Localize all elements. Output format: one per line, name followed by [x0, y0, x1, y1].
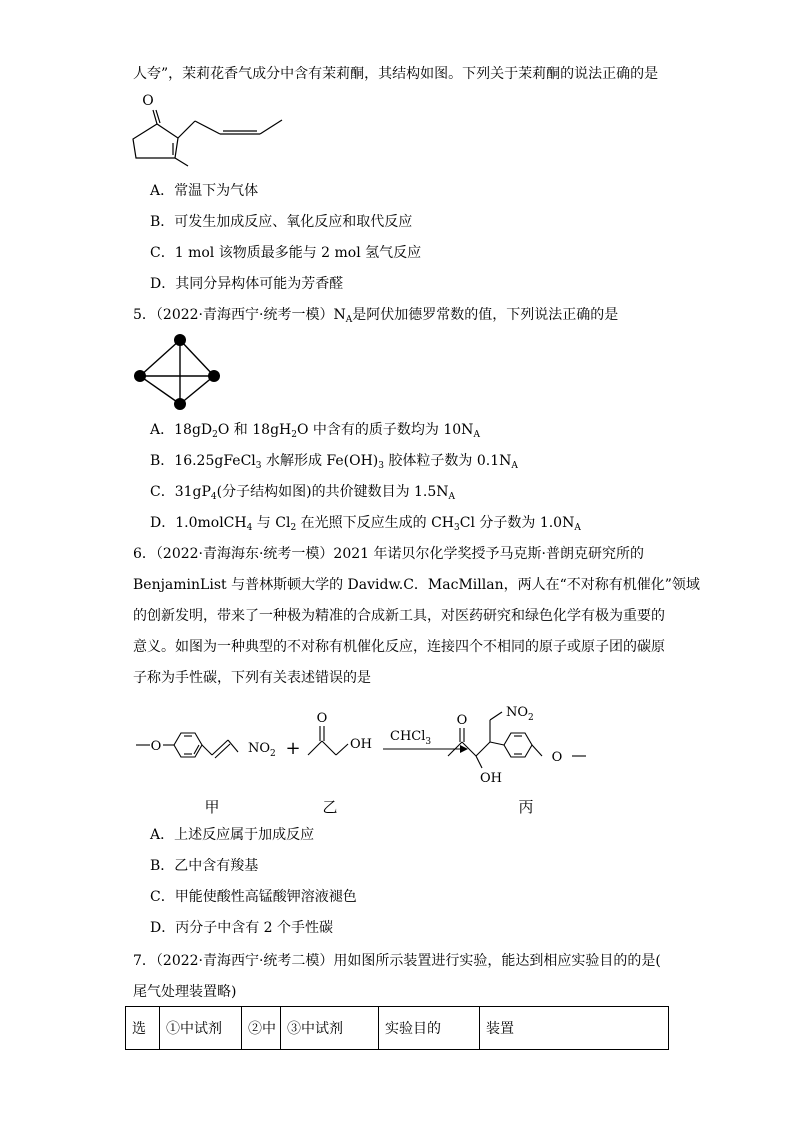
q5-na: N	[333, 307, 346, 323]
p4-atom	[174, 398, 186, 410]
q5-stem: 5．（2022·青海西宁·统考一模）$N_A$是阿伏加德罗常数的值，下列说法正确的是	[133, 307, 619, 325]
svg-text:OH: OH	[480, 771, 502, 786]
q7-table	[125, 1006, 669, 1050]
label-yi: 乙	[322, 798, 338, 816]
p4-atom	[208, 370, 220, 382]
jasmone-structure	[120, 88, 290, 178]
q6-line-3: 的创新发明，带来了一种极为精准的合成新工具，对医药研究和绿色化学有极为重要的	[133, 608, 665, 624]
q5-option-b: B．16.25gFeCl$_3$ 水解形成 $Fe(OH)_3$ 胶体粒子数为 $0.1N_A$	[150, 453, 518, 471]
q5-option-c: C．$31gP_4$(分子结构如图)的共价键数目为 $1.5N_A$	[150, 484, 456, 502]
catalyst-label: CHCl$_3$	[390, 729, 432, 747]
svg-text:O: O	[316, 711, 328, 726]
svg-text:O: O	[456, 713, 468, 728]
p4-atom	[174, 334, 186, 346]
q5-option-a: A．$18gD_2O$ 和 $18gH_2O$ 中含有的质子数均为 $10N_A$	[150, 422, 480, 440]
p4-atom	[134, 370, 146, 382]
label-jia: 甲	[204, 798, 220, 816]
plus-sign: +	[285, 738, 301, 759]
q4-option-b: B．可发生加成反应、氧化反应和取代反应	[150, 214, 413, 230]
q5-stem-text: 是阿伏加德罗常数的值，下列说法正确的是	[352, 307, 619, 323]
q4-stem: 人夸”，茉莉花香气成分中含有茉莉酮，其结构如图。下列关于茉莉酮的说法正确的是	[133, 66, 659, 82]
svg-text:O: O	[150, 739, 162, 754]
table-header-cell: 选	[126, 1007, 160, 1050]
q5-source: （2022·青海西宁·统考一模）	[155, 307, 334, 323]
table-row	[126, 1007, 669, 1050]
q6-option-a: A．上述反应属于加成反应	[150, 827, 315, 843]
q7-line-1: 7．（2022·青海西宁·统考二模）用如图所示装置进行实验，能达到相应实验目的的是(	[133, 953, 661, 969]
q5-option-d: D．1.0molCH$_4$ 与 $Cl_2$ 在光照下反应生成的 $CH_3Cl$ 分子数为 $1.0N_A$	[150, 515, 581, 533]
table-header-cell: 实验目的	[379, 1007, 480, 1050]
q4-option-d: D．其同分异构体可能为芳香醛	[150, 276, 344, 292]
jasmone-oxygen-label: O	[142, 93, 154, 109]
p4-structure	[128, 332, 228, 414]
q5-number: 5．	[133, 307, 156, 323]
table-header-cell: ②中	[242, 1007, 281, 1050]
q4-option-a: A．常温下为气体	[150, 183, 259, 199]
q6-option-c: C．甲能使酸性高锰酸钾溶液褪色	[150, 889, 357, 905]
svg-text:O: O	[551, 750, 563, 765]
svg-text:OH: OH	[350, 737, 372, 752]
q6-option-b: B．乙中含有羧基	[150, 858, 259, 874]
q6-option-d: D．丙分子中含有 2 个手性碳	[150, 920, 334, 936]
svg-text:NO2: $NO_2$	[506, 705, 534, 723]
q6-line-1: 6．（2022·青海海东·统考一模）2021 年诺贝尔化学奖授予马克斯·普朗克研究所的	[133, 546, 644, 562]
label-bing: 丙	[518, 798, 534, 816]
q7-line-2: 尾气处理装置略)	[133, 984, 237, 1000]
table-header-cell: ①中试剂	[160, 1007, 242, 1050]
table-header-cell: 装置	[480, 1007, 669, 1050]
svg-text:NO2: $NO_2$	[248, 741, 276, 759]
q6-line-5: 子称为手性碳，下列有关表述错误的是	[133, 670, 371, 686]
q4-option-c: C．1 mol 该物质最多能与 2 mol 氢气反应	[150, 245, 422, 261]
reaction-scheme	[128, 700, 598, 820]
table-header-cell: ③中试剂	[281, 1007, 379, 1050]
q6-line-4: 意义。如图为一种典型的不对称有机催化反应，连接四个不相同的原子或原子团的碳原	[133, 639, 665, 655]
q6-line-2: BenjaminList 与普林斯顿大学的 Davidw.C．MacMillan，两人在“不对称有机催化”领域	[133, 577, 700, 593]
